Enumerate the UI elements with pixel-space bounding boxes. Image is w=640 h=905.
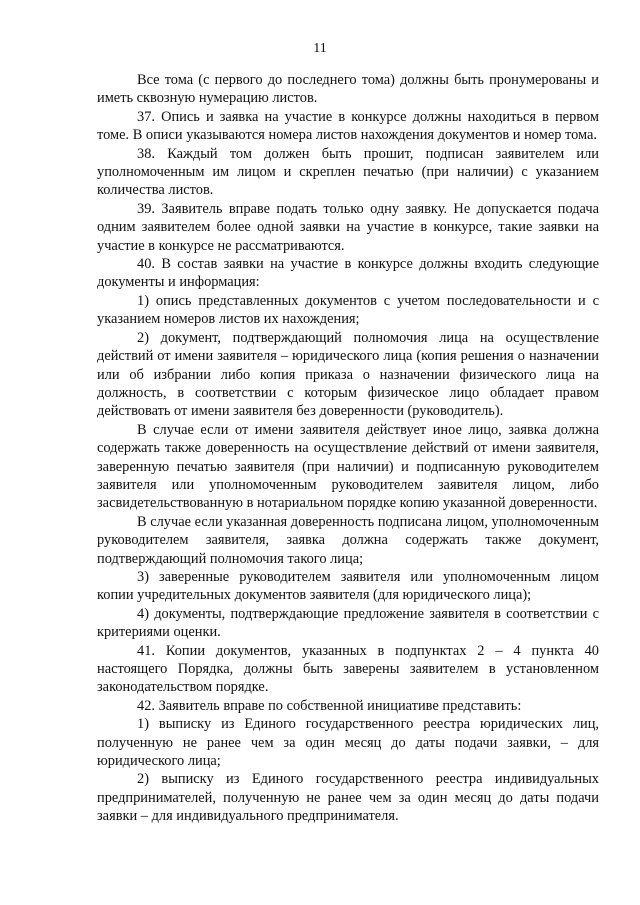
paragraph-41: 41. Копии документов, указанных в подпунктах 2 – 4 пункта 40 настоящего Порядка, должны быть заверены заявителем в установленном законодательством порядке.: [97, 642, 599, 696]
paragraph-42-item-1: 1) выписку из Единого государственного реестра юридических лиц, полученную не ранее чем за один месяц до даты подачи заявки, – для юридического лица;: [97, 716, 599, 770]
paragraph-38: 38. Каждый том должен быть прошит, подписан заявителем или уполномоченным им лицом и скреплен печатью (при наличии) с указанием количества листов.: [97, 145, 599, 199]
paragraph-40-item-2-proxy: В случае если от имени заявителя действует иное лицо, заявка должна содержать также доверенность на осуществление действий от имени заявителя, заверенную печатью заявителя (при наличии) и подписанную руководителем заявителя или уполномоченным руководителем заявителя лицом, либо засвидетельствованную в нотариальном порядке копию указанной доверенности.: [97, 421, 599, 512]
paragraph-volumes-numbering: Все тома (с первого до последнего тома) должны быть пронумерованы и иметь сквозную нумерацию листов.: [97, 72, 599, 107]
paragraph-40-item-1: 1) опись представленных документов с учетом последовательности и с указанием номеров листов их нахождения;: [97, 292, 599, 328]
document-body: [97, 71, 599, 826]
paragraph-39: 39. Заявитель вправе подать только одну заявку. Не допускается подача одним заявителем более одной заявки на участие в конкурсе, такие заявки на участие в конкурсе не рассматриваются.: [97, 200, 599, 254]
paragraph-40-item-2: 2) документ, подтверждающий полномочия лица на осуществление действий от имени заявителя – юридического лица (копия решения о назначении или об избрании либо копия приказа о назначении физического лица на должность, в соответствии с которым физическое лицо обладает правом действовать от имени заявителя без доверенности (руководитель).: [97, 329, 599, 420]
paragraph-40-item-2-proxy-authorized: В случае если указанная доверенность подписана лицом, уполномоченным руководителем заявителя, заявка должна содержать также документ, подтверждающий полномочия такого лица;: [97, 513, 599, 567]
paragraph-42: 42. Заявитель вправе по собственной инициативе представить:: [137, 697, 522, 714]
paragraph-40-item-4: 4) документы, подтверждающие предложение заявителя в соответствии с критериями оценки.: [97, 605, 599, 641]
page-number: 11: [313, 41, 327, 56]
paragraph-40-item-3: 3) заверенные руководителем заявителя или уполномоченным лицом копии учредительных документов заявителя (для юридического лица);: [97, 568, 599, 604]
paragraph-40: 40. В состав заявки на участие в конкурсе должны входить следующие документы и информация:: [97, 256, 599, 291]
paragraph-42-item-2: 2) выписку из Единого государственного реестра индивидуальных предпринимателей, полученную не ранее чем за один месяц до даты подачи заявки – для индивидуального предпринимателя.: [97, 771, 599, 825]
paragraph-37: 37. Опись и заявка на участие в конкурсе должны находиться в первом томе. В описи указываются номера листов нахождения документов и номер тома.: [97, 108, 599, 144]
